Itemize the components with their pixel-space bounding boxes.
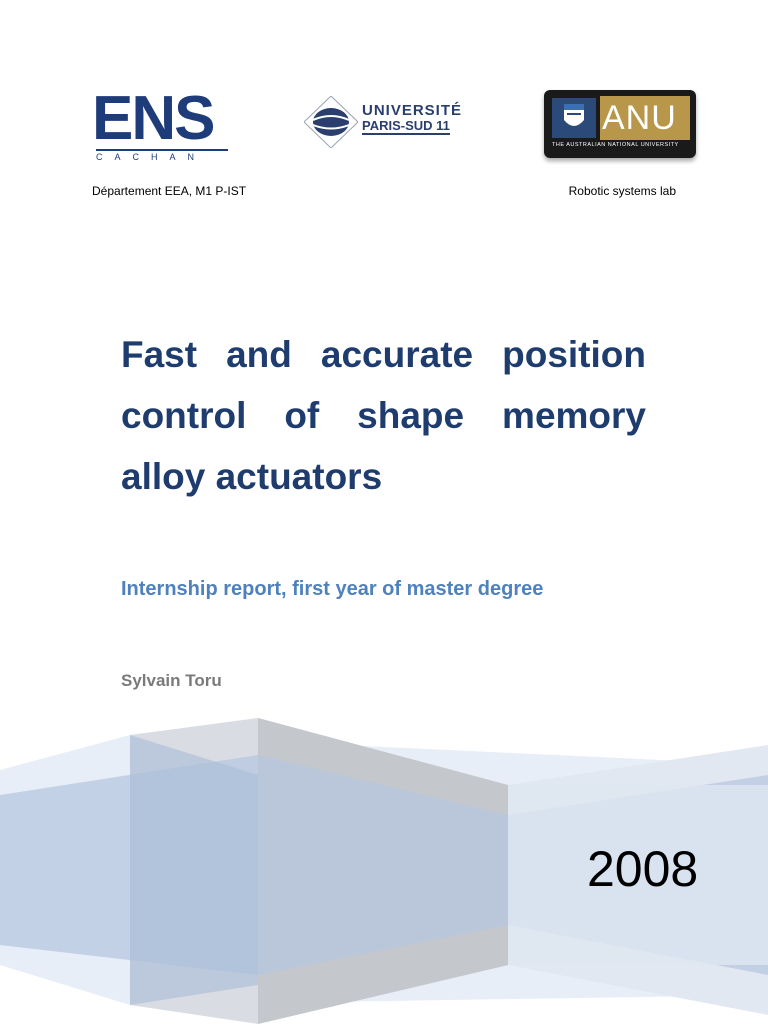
ens-cachan-logo <box>92 84 232 164</box>
paris-sud-logo <box>304 96 474 148</box>
paris-sud-logo-line1: UNIVERSITÉ <box>362 102 463 119</box>
ens-logo-sub: CACHAN <box>96 149 228 162</box>
lab-label: Robotic systems lab <box>568 184 676 198</box>
globe-icon <box>304 96 358 148</box>
paris-sud-logo-line2: PARIS-SUD 11 <box>362 118 450 133</box>
ens-logo-word: ENS <box>92 84 214 153</box>
anu-logo <box>544 90 696 158</box>
year-label: 2008 <box>587 841 699 897</box>
anu-logo-sub: THE AUSTRALIAN NATIONAL UNIVERSITY <box>552 142 679 148</box>
anu-crest-icon <box>552 98 596 138</box>
author-name: Sylvain Toru <box>121 671 222 690</box>
report-subtitle: Internship report, first year of master degree <box>121 578 544 600</box>
anu-logo-word: ANU <box>602 99 677 137</box>
department-label: Département EEA, M1 P-IST <box>92 184 247 198</box>
report-title: Fast and accurate position control of shape memory alloy actuators <box>121 334 646 497</box>
